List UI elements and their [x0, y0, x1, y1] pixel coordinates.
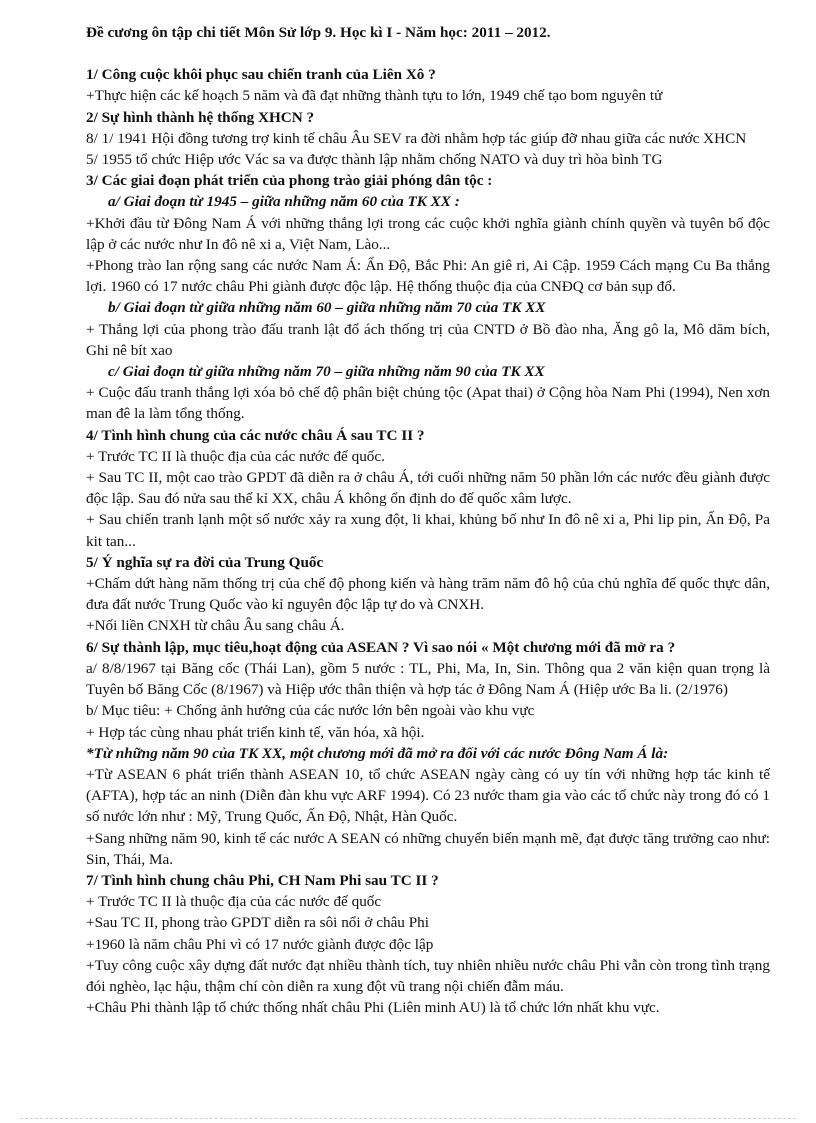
paragraph: + Cuộc đấu tranh thắng lợi xóa bỏ chế độ phân biệt chủng tộc (Apat thai) ở Cộng hòa Nam Phi (1994), Nen xơn man đê la làm tổng thống.	[86, 384, 770, 423]
document-page	[86, 22, 770, 1018]
paragraph: +Châu Phi thành lập tổ chức thống nhất châu Phi (Liên minh AU) là tổ chức lớn nhất khu vực.	[86, 999, 660, 1017]
paragraph: +Tuy công cuộc xây dựng đất nước đạt nhiều thành tích, tuy nhiên nhiều nước châu Phi vẫn còn trong tình trạng đói nghèo, lạc hậu, thậm chí còn diễn ra xung đột vũ trang nội chiến đẫm máu.	[86, 956, 770, 995]
section-heading: 4/ Tình hình chung của các nước châu Á sau TC II ?	[86, 426, 425, 444]
document-title: Đề cương ôn tập chi tiết Môn Sử lớp 9. Học kì I - Năm học: 2011 – 2012.	[86, 24, 551, 41]
paragraph: + Sau chiến tranh lạnh một số nước xảy ra xung đột, li khai, khủng bố như In đô nê xi a, Phi lip pin, Ấn Độ, Pa kit tan...	[86, 511, 770, 550]
paragraph: +Từ ASEAN 6 phát triển thành ASEAN 10, tổ chức ASEAN ngày càng có uy tín với những hợp tác kinh tế (AFTA), hợp tác an ninh (Diễn đàn khu vực ARF 1994). Có 23 nước tham gia vào các tổ chức này trong đó có 1 số nước lớn như : Mỹ, Trung Quốc, Ấn Độ, Nhật, Hàn Quốc.	[86, 765, 770, 826]
section-heading: 1/ Công cuộc khôi phục sau chiến tranh của Liên Xô ?	[86, 66, 436, 84]
paragraph: +Khởi đầu từ Đông Nam Á với những thắng lợi trong các cuộc khởi nghĩa giành chính quyền và tuyên bố độc lập ở các nước như In đô nê xi a, Việt Nam, Lào...	[86, 214, 770, 253]
paragraph: +Nối liền CNXH từ châu Âu sang châu Á.	[86, 617, 345, 635]
section-heading: 2/ Sự hình thành hệ thống XHCN ?	[86, 108, 315, 126]
highlight-heading: *Từ những năm 90 của TK XX, một chương mới đã mở ra đối với các nước Đông Nam Á là:	[86, 744, 669, 762]
paragraph: + Hợp tác cùng nhau phát triển kinh tế, văn hóa, xã hội.	[86, 723, 425, 741]
paragraph: + Trước TC II là thuộc địa của các nước đế quốc.	[86, 447, 385, 465]
paragraph: 5/ 1955 tổ chức Hiệp ước Vác sa va được thành lập nhằm chống NATO và duy trì hòa bình TG	[86, 151, 663, 169]
section-heading: 5/ Ý nghĩa sự ra đời của Trung Quốc	[86, 553, 324, 571]
paragraph: +1960 là năm châu Phi vì có 17 nước giành được độc lập	[86, 935, 434, 953]
section-heading: 6/ Sự thành lập, mục tiêu,hoạt động của ASEAN ? Vì sao nói « Một chương mới đã mở ra ?	[86, 638, 676, 656]
section-heading: 3/ Các giai đoạn phát triển của phong trào giải phóng dân tộc :	[86, 172, 493, 190]
paragraph: +Sang những năm 90, kinh tế các nước A SEAN có những chuyển biến mạnh mẽ, đạt được tăng trưởng cao như: Sin, Thái, Ma.	[86, 829, 770, 868]
paragraph: +Phong trào lan rộng sang các nước Nam Á: Ấn Độ, Bắc Phi: An giê ri, Ai Cập. 1959 Cách mạng Cu Ba thắng lợi. 1960 có 17 nước châu Phi giành được độc lập. Hệ thống thuộc địa của CNĐQ cơ bản sụp đổ.	[86, 257, 770, 296]
paragraph: a/ 8/8/1967 tại Băng cốc (Thái Lan), gồm 5 nước : TL, Phi, Ma, In, Sin. Thông qua 2 văn kiện quan trọng là Tuyên bố Băng Cốc (8/1967) và Hiệp ước thân thiện và hợp tác ở Đông Nam Á (Hiệp ước Ba li. (2/1976)	[86, 659, 770, 699]
paragraph: + Thắng lợi của phong trào đấu tranh lật đổ ách thống trị của CNTD ở Bồ đào nha, Ăng gô la, Mô dăm bích, Ghi nê bít xao	[86, 320, 770, 359]
paragraph: +Thực hiện các kế hoạch 5 năm và đã đạt những thành tựu to lớn, 1949 chế tạo bom nguyên tử	[86, 87, 663, 105]
subsection-heading: a/ Giai đoạn từ 1945 – giữa những năm 60 của TK XX :	[108, 193, 460, 211]
subsection-heading: c/ Giai đoạn từ giữa những năm 70 – giữa những năm 90 của TK XX	[108, 363, 545, 381]
subsection-heading: b/ Giai đoạn từ giữa những năm 60 – giữa những năm 70 của TK XX	[108, 299, 546, 317]
paragraph: +Sau TC II, phong trào GPDT diễn ra sôi nổi ở châu Phi	[86, 914, 429, 932]
paragraph: b/ Mục tiêu: + Chống ảnh hưởng của các nước lớn bên ngoài vào khu vực	[86, 702, 535, 720]
paragraph: 8/ 1/ 1941 Hội đồng tương trợ kinh tế châu Âu SEV ra đời nhằm hợp tác giúp đỡ nhau giữa các nước XHCN	[86, 129, 747, 147]
paragraph: + Trước TC II là thuộc địa của các nước đế quốc	[86, 893, 382, 911]
section-heading: 7/ Tình hình chung châu Phi, CH Nam Phi sau TC II ?	[86, 871, 439, 889]
page-bottom-divider	[20, 1118, 796, 1119]
paragraph: + Sau TC II, một cao trào GPDT đã diễn ra ở châu Á, tới cuối những năm 50 phần lớn các nước đều giành được độc lập. Sau đó nửa sau thế kỉ XX, châu Á không ổn định do đế quốc xâm lược.	[86, 469, 770, 508]
paragraph: +Chấm dứt hàng năm thống trị của chế độ phong kiến và hàng trăm năm đô hộ của chủ nghĩa đế quốc thực dân, đưa đất nước Trung Quốc vào kỉ nguyên độc lập tự do và CNXH.	[86, 575, 770, 614]
